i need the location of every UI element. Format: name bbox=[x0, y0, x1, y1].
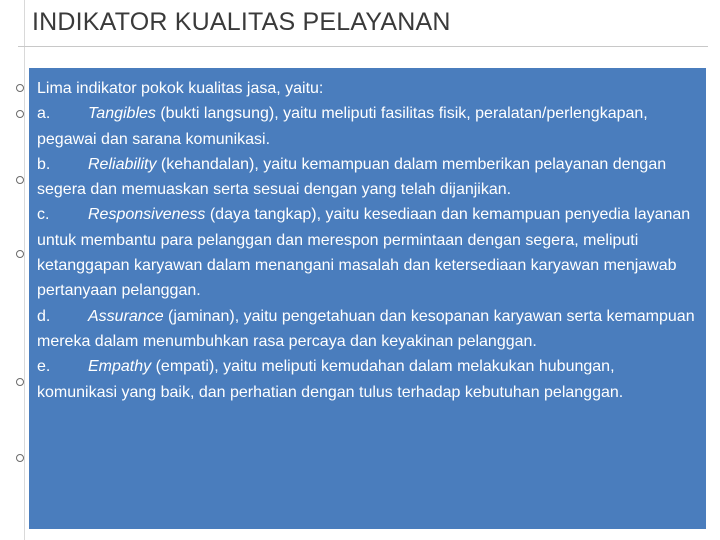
item-term: Responsiveness bbox=[88, 206, 206, 224]
item-term: Empathy bbox=[88, 358, 152, 376]
bullet-column bbox=[16, 79, 26, 539]
bullet-icon bbox=[16, 176, 24, 184]
list-item bbox=[37, 354, 697, 405]
bullet-icon bbox=[16, 84, 24, 92]
item-description: (empati), yaitu meliputi kemudahan dalam melakukan hubungan, komunikasi yang baik, dan perhatian dengan tulus terhadap kebutuhan pelanggan. bbox=[37, 358, 624, 401]
list-item bbox=[37, 101, 697, 152]
item-term: Tangibles bbox=[88, 105, 156, 123]
bullet-icon bbox=[16, 250, 24, 258]
item-description: (kehandalan), yaitu kemampuan dalam memberikan pelayanan dengan segera dan memuaskan serta sesuai dengan yang telah dijanjikan. bbox=[37, 155, 667, 199]
item-letter: e. bbox=[37, 358, 51, 376]
item-description: (daya tangkap), yaitu kesediaan dan kemampuan penyedia layanan untuk membantu para pelanggan dan merespon permintaan dengan segera, meliputi ketanggapan karyawan dalam menangani masalah dan ketersediaan karyawan menjawab pertanyaan pelanggan. bbox=[37, 206, 691, 300]
bullet-icon bbox=[16, 454, 24, 462]
bullet-icon bbox=[16, 378, 24, 386]
list-item bbox=[37, 202, 697, 303]
item-letter: a. bbox=[37, 105, 51, 123]
item-letter: d. bbox=[37, 307, 51, 325]
bullet-icon bbox=[16, 110, 24, 118]
indicator-list bbox=[37, 76, 697, 405]
slide-title: INDIKATOR KUALITAS PELAYANAN bbox=[32, 8, 451, 36]
item-term: Reliability bbox=[88, 155, 157, 173]
item-description: (bukti langsung), yaitu meliputi fasilitas fisik, peralatan/perlengkapan, pegawai dan sarana komunikasi. bbox=[37, 105, 648, 148]
item-letter: c. bbox=[37, 206, 50, 224]
item-term: Assurance bbox=[88, 307, 164, 325]
title-divider bbox=[18, 46, 708, 47]
intro-line: Lima indikator pokok kualitas jasa, yaitu: bbox=[37, 80, 324, 97]
list-item bbox=[37, 304, 697, 355]
list-item bbox=[37, 152, 697, 203]
item-description: (jaminan), yaitu pengetahuan dan kesopanan karyawan serta kemampuan mereka dalam menumbuhkan rasa percaya dan keyakinan pelanggan. bbox=[37, 307, 695, 350]
item-letter: b. bbox=[37, 155, 51, 173]
